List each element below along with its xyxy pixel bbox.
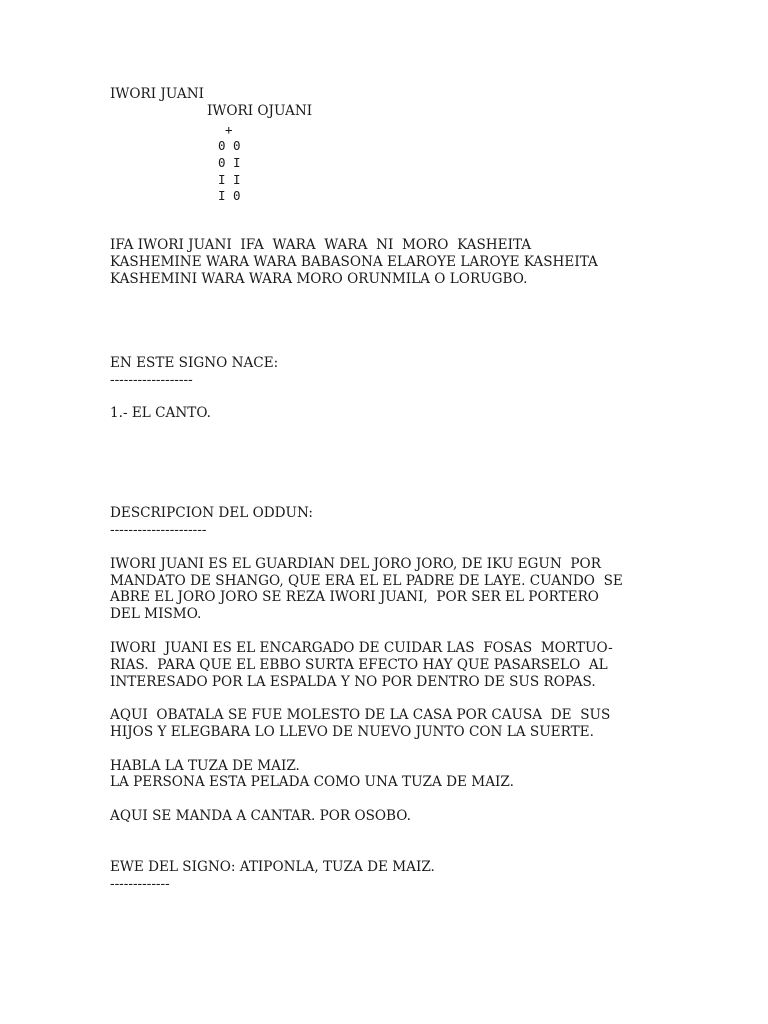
paragraph-line: HIJOS Y ELEGBARA LO LLEVO DE NUEVO JUNTO CON LA SUERTE.	[110, 724, 594, 740]
sign-row: I 0	[218, 188, 241, 203]
descripcion-rule: ---------------------	[110, 522, 207, 538]
sign-row: 0 I	[218, 155, 241, 170]
paragraph-line: LA PERSONA ESTA PELADA COMO UNA TUZA DE MAIZ.	[110, 774, 514, 790]
paragraph-line: IWORI JUANI ES EL GUARDIAN DEL JORO JORO, DE IKU EGUN POR	[110, 556, 601, 572]
sign-row: 0 0	[218, 138, 241, 153]
paragraph-line: IWORI JUANI ES EL ENCARGADO DE CUIDAR LAS FOSAS MORTUO-	[110, 640, 613, 656]
paragraph-line: DEL MISMO.	[110, 606, 202, 622]
paragraph-line: INTERESADO POR LA ESPALDA Y NO POR DENTRO DE SUS ROPAS.	[110, 674, 596, 690]
intro-line: KASHEMINE WARA WARA BABASONA ELAROYE LAROYE KASHEITA	[110, 254, 598, 270]
nace-item: 1.- EL CANTO.	[110, 405, 212, 421]
oddun-name: IWORI JUANI	[110, 86, 204, 102]
paragraph-line: AQUI SE MANDA A CANTAR. POR OSOBO.	[110, 808, 411, 824]
paragraph-line: ABRE EL JORO JORO SE REZA IWORI JUANI, POR SER EL PORTERO	[110, 589, 599, 605]
paragraph-line: MANDATO DE SHANGO, QUE ERA EL EL PADRE DE LAYE. CUANDO SE	[110, 573, 623, 589]
paragraph-line: HABLA LA TUZA DE MAIZ.	[110, 758, 300, 774]
intro-line: KASHEMINI WARA WARA MORO ORUNMILA O LORUGBO.	[110, 271, 528, 287]
sign-row: I I	[218, 172, 241, 187]
oddun-subname: IWORI OJUANI	[207, 103, 313, 119]
paragraph-line: AQUI OBATALA SE FUE MOLESTO DE LA CASA POR CAUSA DE SUS	[110, 707, 611, 723]
descripcion-heading: DESCRIPCION DEL ODDUN:	[110, 505, 313, 521]
nace-heading: EN ESTE SIGNO NACE:	[110, 355, 279, 371]
paragraph-line: RIAS. PARA QUE EL EBBO SURTA EFECTO HAY QUE PASARSELO AL	[110, 657, 608, 673]
ewe-rule: -------------	[110, 876, 170, 892]
intro-line: IFA IWORI JUANI IFA WARA WARA NI MORO KASHEITA	[110, 237, 532, 253]
nace-rule: ------------------	[110, 372, 193, 388]
ewe-heading: EWE DEL SIGNO: ATIPONLA, TUZA DE MAIZ.	[110, 859, 435, 875]
sign-row: +	[225, 122, 233, 137]
